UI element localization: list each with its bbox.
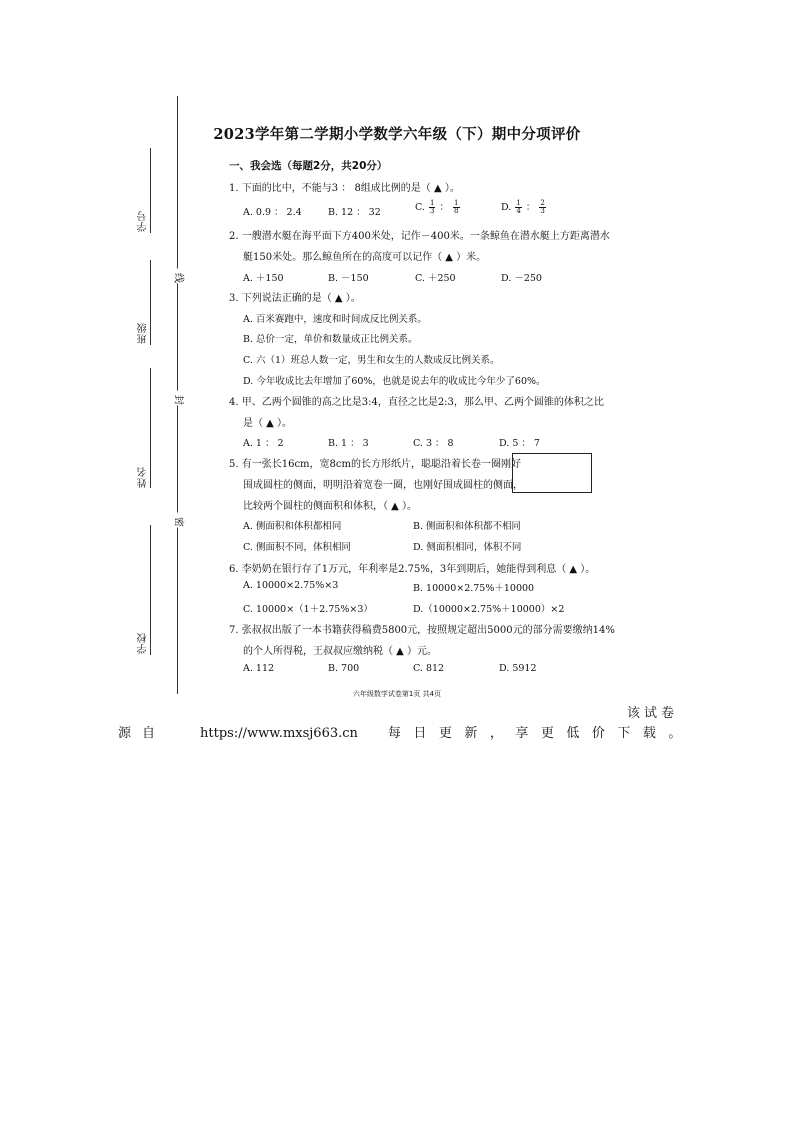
q1-d-fraction-1: $\frac{1}{4}$: [516, 199, 521, 215]
q6-option-c: C. 10000×（1＋2.75%×3）: [243, 604, 373, 615]
q7-option-d: D. 5912: [499, 663, 537, 674]
q6-stem: 6. 李奶奶在银行存了1万元，年利率是2.75%，3年到期后，她能得到利息（ ▲ ）。: [229, 564, 596, 575]
q5-option-c: C. 侧面积不同，体积相同: [243, 542, 351, 553]
q5-line-2: 围成圆柱的侧面，明明沿着宽卷一圈，也刚好围成圆柱的侧面，: [243, 480, 523, 491]
q3-stem: 3. 下列说法正确的是（ ▲ ）。: [229, 293, 361, 304]
q1-option-d-prefix: D.: [501, 202, 512, 213]
q1-d-fraction-2: $\frac{2}{3}$: [540, 199, 545, 215]
q1-c-fraction-2: $\frac{1}{8}$: [454, 199, 459, 215]
q1-option-b: B. 12 ： 32: [328, 207, 381, 218]
exam-title: 2023学年第二学期小学数学六年级（下）期中分项评价: [213, 126, 581, 143]
q2-line-2: 艇150米处。那么鲸鱼所在的高度可以记作（ ▲ ）米。: [243, 252, 487, 263]
name-label: 姓名: [138, 466, 149, 488]
promo-daily-update: 每日更新，享更低价下载。: [387, 726, 694, 741]
q1-option-c-prefix: C.: [415, 202, 425, 213]
promo-source-label: 源自: [118, 726, 167, 741]
section-header: 一、我会选（每题2分，共20分）: [229, 160, 388, 172]
seal-mark-secret: 密: [174, 514, 185, 526]
q2-option-d: D. －250: [501, 273, 542, 284]
q4-option-d: D. 5 ： 7: [499, 438, 540, 449]
q4-option-a: A. 1 ： 2: [243, 438, 284, 449]
q1-c-colon: ：: [439, 202, 449, 213]
q7-option-b: B. 700: [328, 663, 360, 674]
q3-option-b: B. 总价一定，单价和数量成正比例关系。: [243, 334, 418, 345]
seal-mark-seal: 封: [174, 392, 185, 404]
q2-option-a: A. ＋150: [243, 273, 284, 284]
q3-option-a: A. 百米赛跑中，速度和时间成反比例关系。: [243, 314, 427, 325]
q5-option-b: B. 侧面积和体积都不相同: [413, 521, 522, 532]
q4-option-b: B. 1 ： 3: [328, 438, 369, 449]
q1-stem: 1. 下面的比中，不能与3 ： 8组成比例的是（ ▲ ）。: [229, 183, 460, 194]
q7-line-1: 7. 张叔叔出版了一本书籍获得稿费5800元，按照规定超出5000元的部分需要缴纳14%: [229, 625, 615, 636]
q6-option-d: D.（10000×2.75%＋10000）×2: [413, 604, 565, 615]
q7-line-2: 的个人所得税，王叔叔应缴纳税（ ▲ ）元。: [243, 646, 438, 657]
q1-d-colon: ：: [525, 202, 536, 213]
q1-option-c: [415, 199, 461, 215]
q5-line-1: 5. 有一张长16cm，宽8cm的长方形纸片，聪聪沿着长卷一圈刚好: [229, 459, 521, 470]
promo-text-top: 该试卷: [627, 706, 679, 721]
q1-c-fraction-1: $\frac{1}{3}$: [429, 199, 435, 215]
q1-option-d: [501, 199, 547, 215]
q4-option-c: C. 3 ： 8: [413, 438, 454, 449]
q1-option-a: A. 0.9 ： 2.4: [243, 207, 302, 218]
promo-line: [118, 722, 694, 741]
student-id-label: 学号: [138, 210, 149, 232]
q6-option-b: B. 10000×2.75%＋10000: [413, 583, 535, 594]
school-label: 学校: [138, 632, 149, 654]
q5-option-a: A. 侧面积和体积都相同: [243, 521, 342, 532]
q4-line-2: 是（ ▲ ）。: [243, 418, 293, 429]
class-label: 班级: [138, 322, 149, 344]
q3-option-d: D. 今年收成比去年增加了60%，也就是说去年的收成比今年少了60%。: [243, 376, 546, 387]
q7-option-c: C. 812: [413, 663, 445, 674]
q5-option-d: D. 侧面积相同，体积不同: [413, 542, 522, 553]
seal-mark-line: 线: [174, 270, 185, 282]
page-footer: 六年级数学试卷第1页 共4页: [352, 690, 442, 698]
q3-option-c: C. 六（1）班总人数一定，男生和女生的人数成反比例关系。: [243, 355, 500, 366]
q4-line-1: 4. 甲、乙两个圆锥的高之比是3:4，直径之比是2:3，那么甲、乙两个圆锥的体积之比: [229, 397, 604, 408]
paper-rectangle-figure: [512, 453, 592, 493]
q2-line-1: 2. 一艘潜水艇在海平面下方400米处，记作－400米。一条鲸鱼在潜水艇上方距离潜水: [229, 231, 610, 242]
promo-url-link[interactable]: https://www.mxsj663.cn: [200, 726, 358, 741]
q6-option-a: A. 10000×2.75%×3: [243, 580, 339, 591]
q7-option-a: A. 112: [243, 663, 275, 674]
q2-option-b: B. －150: [328, 273, 369, 284]
q2-option-c: C. ＋250: [415, 273, 456, 284]
q5-line-3: 比较两个圆柱的侧面积和体积，（ ▲ ）。: [243, 501, 418, 512]
